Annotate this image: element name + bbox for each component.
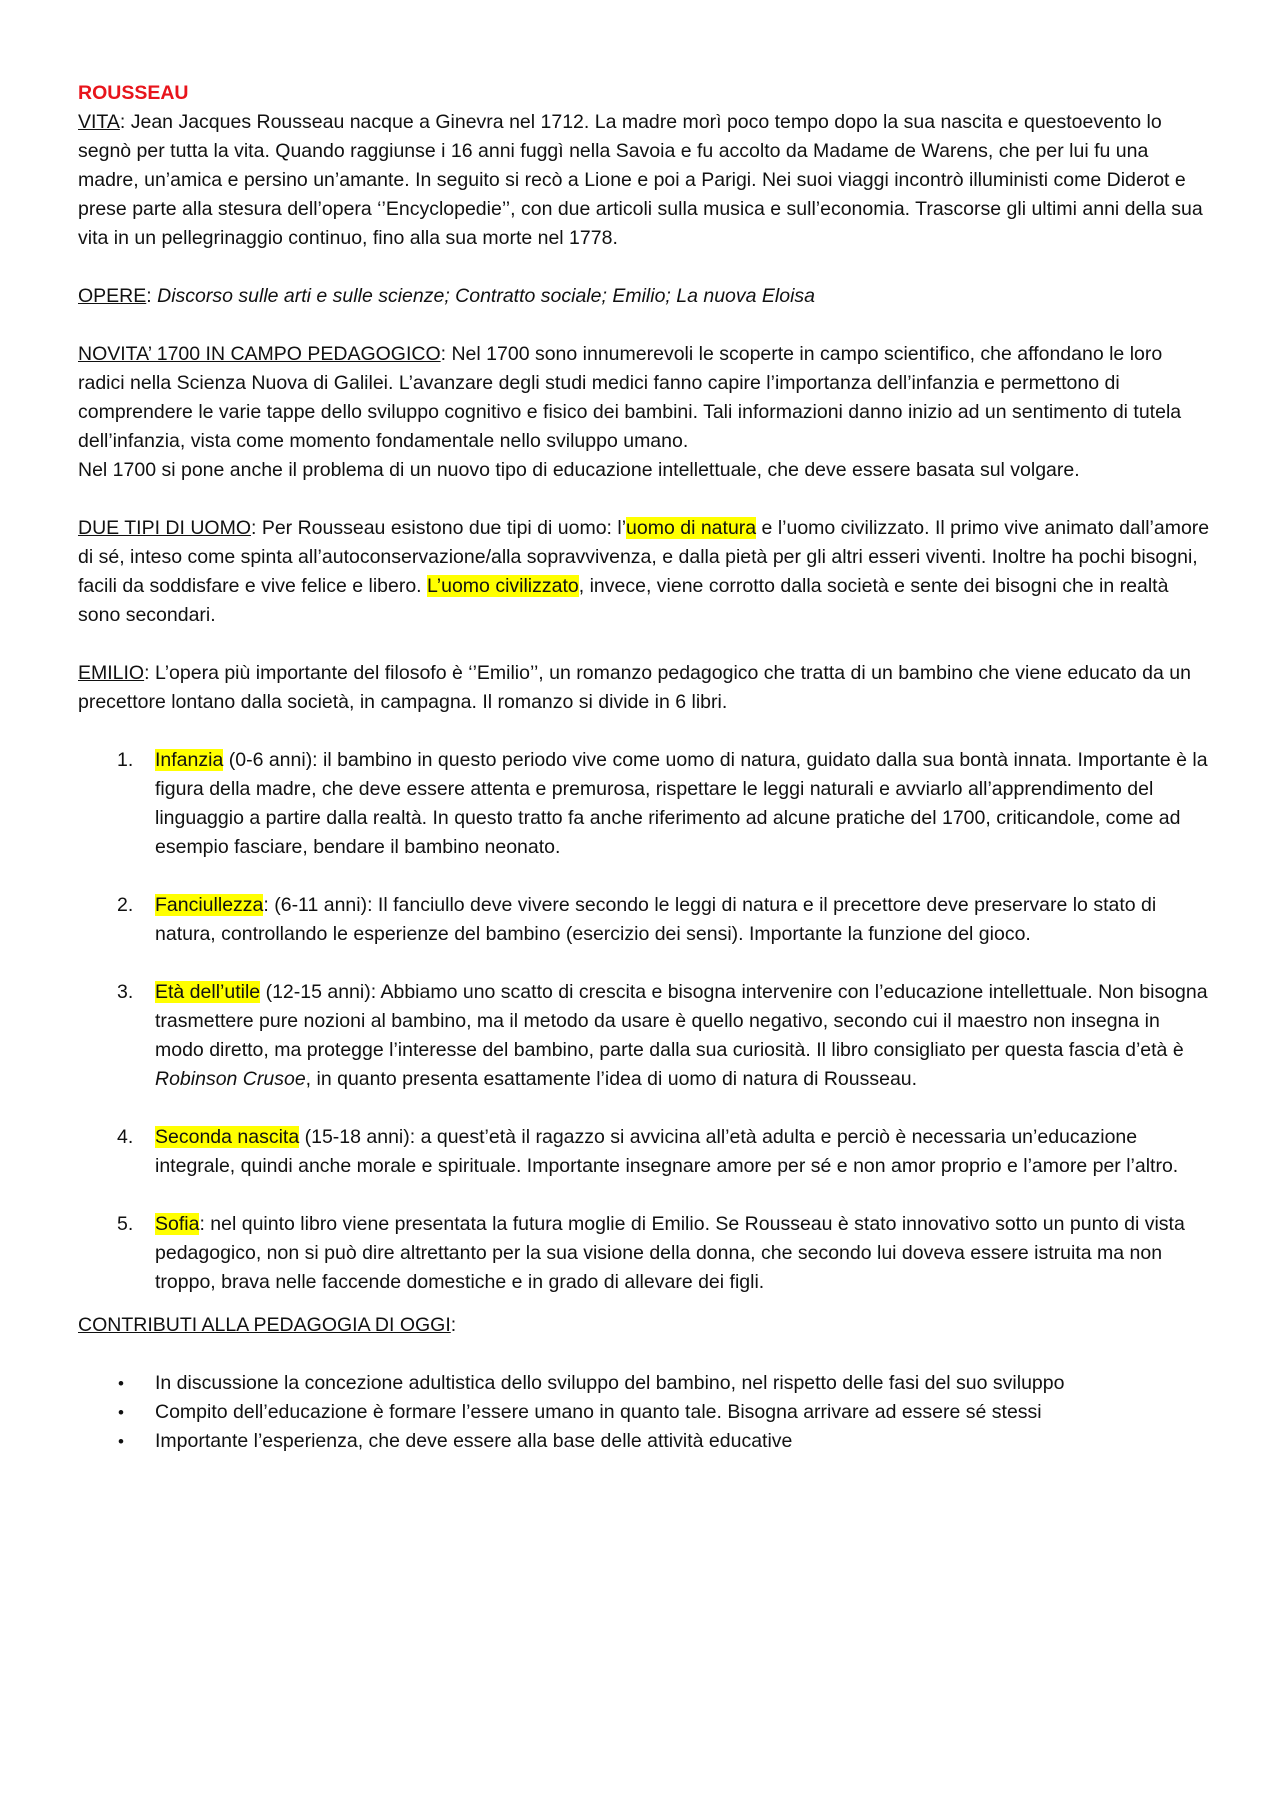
document-title: ROUSSEAU: [78, 82, 189, 104]
list-number: 4.: [117, 1126, 134, 1148]
opere-list: Discorso sulle arti e sulle scienze; Contratto sociale; Emilio; La nuova Eloisa: [157, 285, 816, 307]
contributo-text: Compito dell’educazione è formare l’essere umano in quanto tale. Bisogna arrivare ad essere sé stessi: [155, 1401, 1042, 1423]
list-item: [78, 746, 1212, 862]
emilio-paragraph: [78, 659, 1212, 717]
list-item: [78, 1210, 1212, 1297]
list-number: 2.: [117, 894, 134, 916]
due-tipi-paragraph: [78, 514, 1212, 630]
due-tipi-text-2: e l’uomo civilizzato. Il primo vive animato dall’amore di sé, inteso come spinta all’autoconservazione/alla sopravvivenza, e dalla pietà per gli altri esseri viventi. Inoltre ha pochi bisogni, facili da soddisfare e vive felice e libero.: [78, 517, 1210, 597]
opere-paragraph: [78, 282, 1212, 311]
due-tipi-text-3: , invece, viene corrotto dalla società e sente dei bisogni che in realtà sono secondari.: [78, 575, 1169, 626]
highlight-uomo-civilizzato: L’uomo civilizzato: [427, 575, 579, 597]
bullet-icon: •: [118, 1432, 124, 1451]
list-item: [78, 978, 1212, 1094]
book-title-italic: Robinson Crusoe: [155, 1068, 306, 1090]
bullet-icon: •: [118, 1374, 124, 1393]
novita-text: : Nel 1700 sono innumerevoli le scoperte in campo scientifico, che affondano le loro radici nella Scienza Nuova di Galilei. L’avanzare degli studi medici fanno capire l’importanza dell’infanzia e permettono di comprendere le varie tappe dello sviluppo cognitivo e fisico dei bambini. Tali informazioni danno inizio ad un sentimento di tutela dell’infanzia, vista come momento fondamentale nello sviluppo umano.: [78, 343, 1182, 452]
novita-paragraph: [78, 340, 1212, 456]
highlight-book-name: Fanciullezza: [155, 894, 264, 916]
book-text-after: , in quanto presenta esattamente l’idea di uomo di natura di Rousseau.: [305, 1068, 918, 1090]
list-item: [78, 1398, 1212, 1427]
emilio-heading: EMILIO: [78, 662, 145, 684]
list-item: [78, 891, 1212, 949]
due-tipi-heading: DUE TIPI DI UOMO: [78, 517, 251, 539]
highlight-uomo-di-natura: uomo di natura: [626, 517, 757, 539]
contributi-list: [78, 1369, 1212, 1456]
opere-heading: OPERE: [78, 285, 147, 307]
list-item: [78, 1123, 1212, 1181]
list-number: 1.: [117, 749, 134, 771]
novita-paragraph-2: Nel 1700 si pone anche il problema di un nuovo tipo di educazione intellettuale, che deve essere basata sul volgare.: [78, 459, 1080, 481]
due-tipi-text-1: : Per Rousseau esistono due tipi di uomo: l’: [251, 517, 627, 539]
list-number: 5.: [117, 1213, 134, 1235]
list-number: 3.: [117, 981, 134, 1003]
book-text: (12-15 anni): Abbiamo uno scatto di crescita e bisogna intervenire con l’educazione intellettuale. Non bisogna trasmettere pure nozioni al bambino, ma il metodo da usare è quello negativo, secondo cui il maestro non insegna in modo diretto, ma protegge l’interesse del bambino, parte dalla sua curiosità. Il libro consigliato per questa fascia d’età è: [155, 981, 1208, 1061]
vita-text: : Jean Jacques Rousseau nacque a Ginevra nel 1712. La madre morì poco tempo dopo la sua nascita e questoevento lo segnò per tutta la vita. Quando raggiunse i 16 anni fuggì nella Savoia e fu accolto da Madame de Warens, che per lui fu una madre, un’amica e persino un’amante. In seguito si recò a Lione e poi a Parigi. Nei suoi viaggi incontrò illuministi come Diderot e prese parte alla stesura dell’opera ‘’Encyclopedie’’, con due articoli sulla musica e sull’economia. Trascorse gli ultimi anni della sua vita in un pellegrinaggio continuo, fino alla sua morte nel 1778.: [78, 111, 1203, 249]
highlight-book-name: Età dell’utile: [155, 981, 261, 1003]
list-item: [78, 1369, 1212, 1398]
contributi-heading-line: [78, 1311, 1212, 1340]
bullet-icon: •: [118, 1403, 124, 1422]
novita-heading: NOVITA’ 1700 IN CAMPO PEDAGOGICO: [78, 343, 441, 365]
contributi-heading: CONTRIBUTI ALLA PEDAGOGIA DI OGGI: [78, 1314, 451, 1336]
contributo-text: Importante l’esperienza, che deve essere alla base delle attività educative: [155, 1430, 793, 1452]
highlight-book-name: Sofia: [155, 1213, 200, 1235]
book-text: : (6-11 anni): Il fanciullo deve vivere secondo le leggi di natura e il precettore deve preservare lo stato di natura, controllando le esperienze del bambino (esercizio dei sensi). Importante la funzione del gioco.: [155, 894, 1157, 945]
book-text: : nel quinto libro viene presentata la futura moglie di Emilio. Se Rousseau è stato innovativo sotto un punto di vista pedagogico, non si può dire altrettanto per la sua visione della donna, che secondo lui doveva essere istruita ma non troppo, brava nelle faccende domestiche e in grado di allevare dei figli.: [155, 1213, 1185, 1293]
book-text: (0-6 anni): il bambino in questo periodo vive come uomo di natura, guidato dalla sua bontà innata. Importante è la figura della madre, che deve essere attenta e premurosa, rispettare le leggi naturali e avviarlo all’apprendimento del linguaggio a partire dalla realtà. In questo tratto fa anche riferimento ad alcune pratiche del 1700, criticandole, come ad esempio fasciare, bendare il bambino neonato.: [155, 749, 1208, 858]
contributo-text: In discussione la concezione adultistica dello sviluppo del bambino, nel rispetto delle fasi del suo sviluppo: [155, 1372, 1065, 1394]
opere-separator: :: [146, 285, 158, 307]
emilio-books-list: [78, 746, 1212, 1297]
book-text: (15-18 anni): a quest’età il ragazzo si avvicina all’età adulta e perciò è necessaria un’educazione integrale, quindi anche morale e spirituale. Importante insegnare amore per sé e non amor proprio e l’amore per l’altro.: [155, 1126, 1179, 1177]
contributi-colon: :: [450, 1314, 457, 1336]
highlight-book-name: Seconda nascita: [155, 1126, 300, 1148]
vita-paragraph: [78, 108, 1212, 253]
highlight-book-name: Infanzia: [155, 749, 224, 771]
emilio-text: : L’opera più importante del filosofo è ‘’Emilio’’, un romanzo pedagogico che tratta di un bambino che viene educato da un precettore lontano dalla società, in campagna. Il romanzo si divide in 6 libri.: [78, 662, 1191, 713]
list-item: [78, 1427, 1212, 1456]
vita-heading: VITA: [78, 111, 120, 133]
